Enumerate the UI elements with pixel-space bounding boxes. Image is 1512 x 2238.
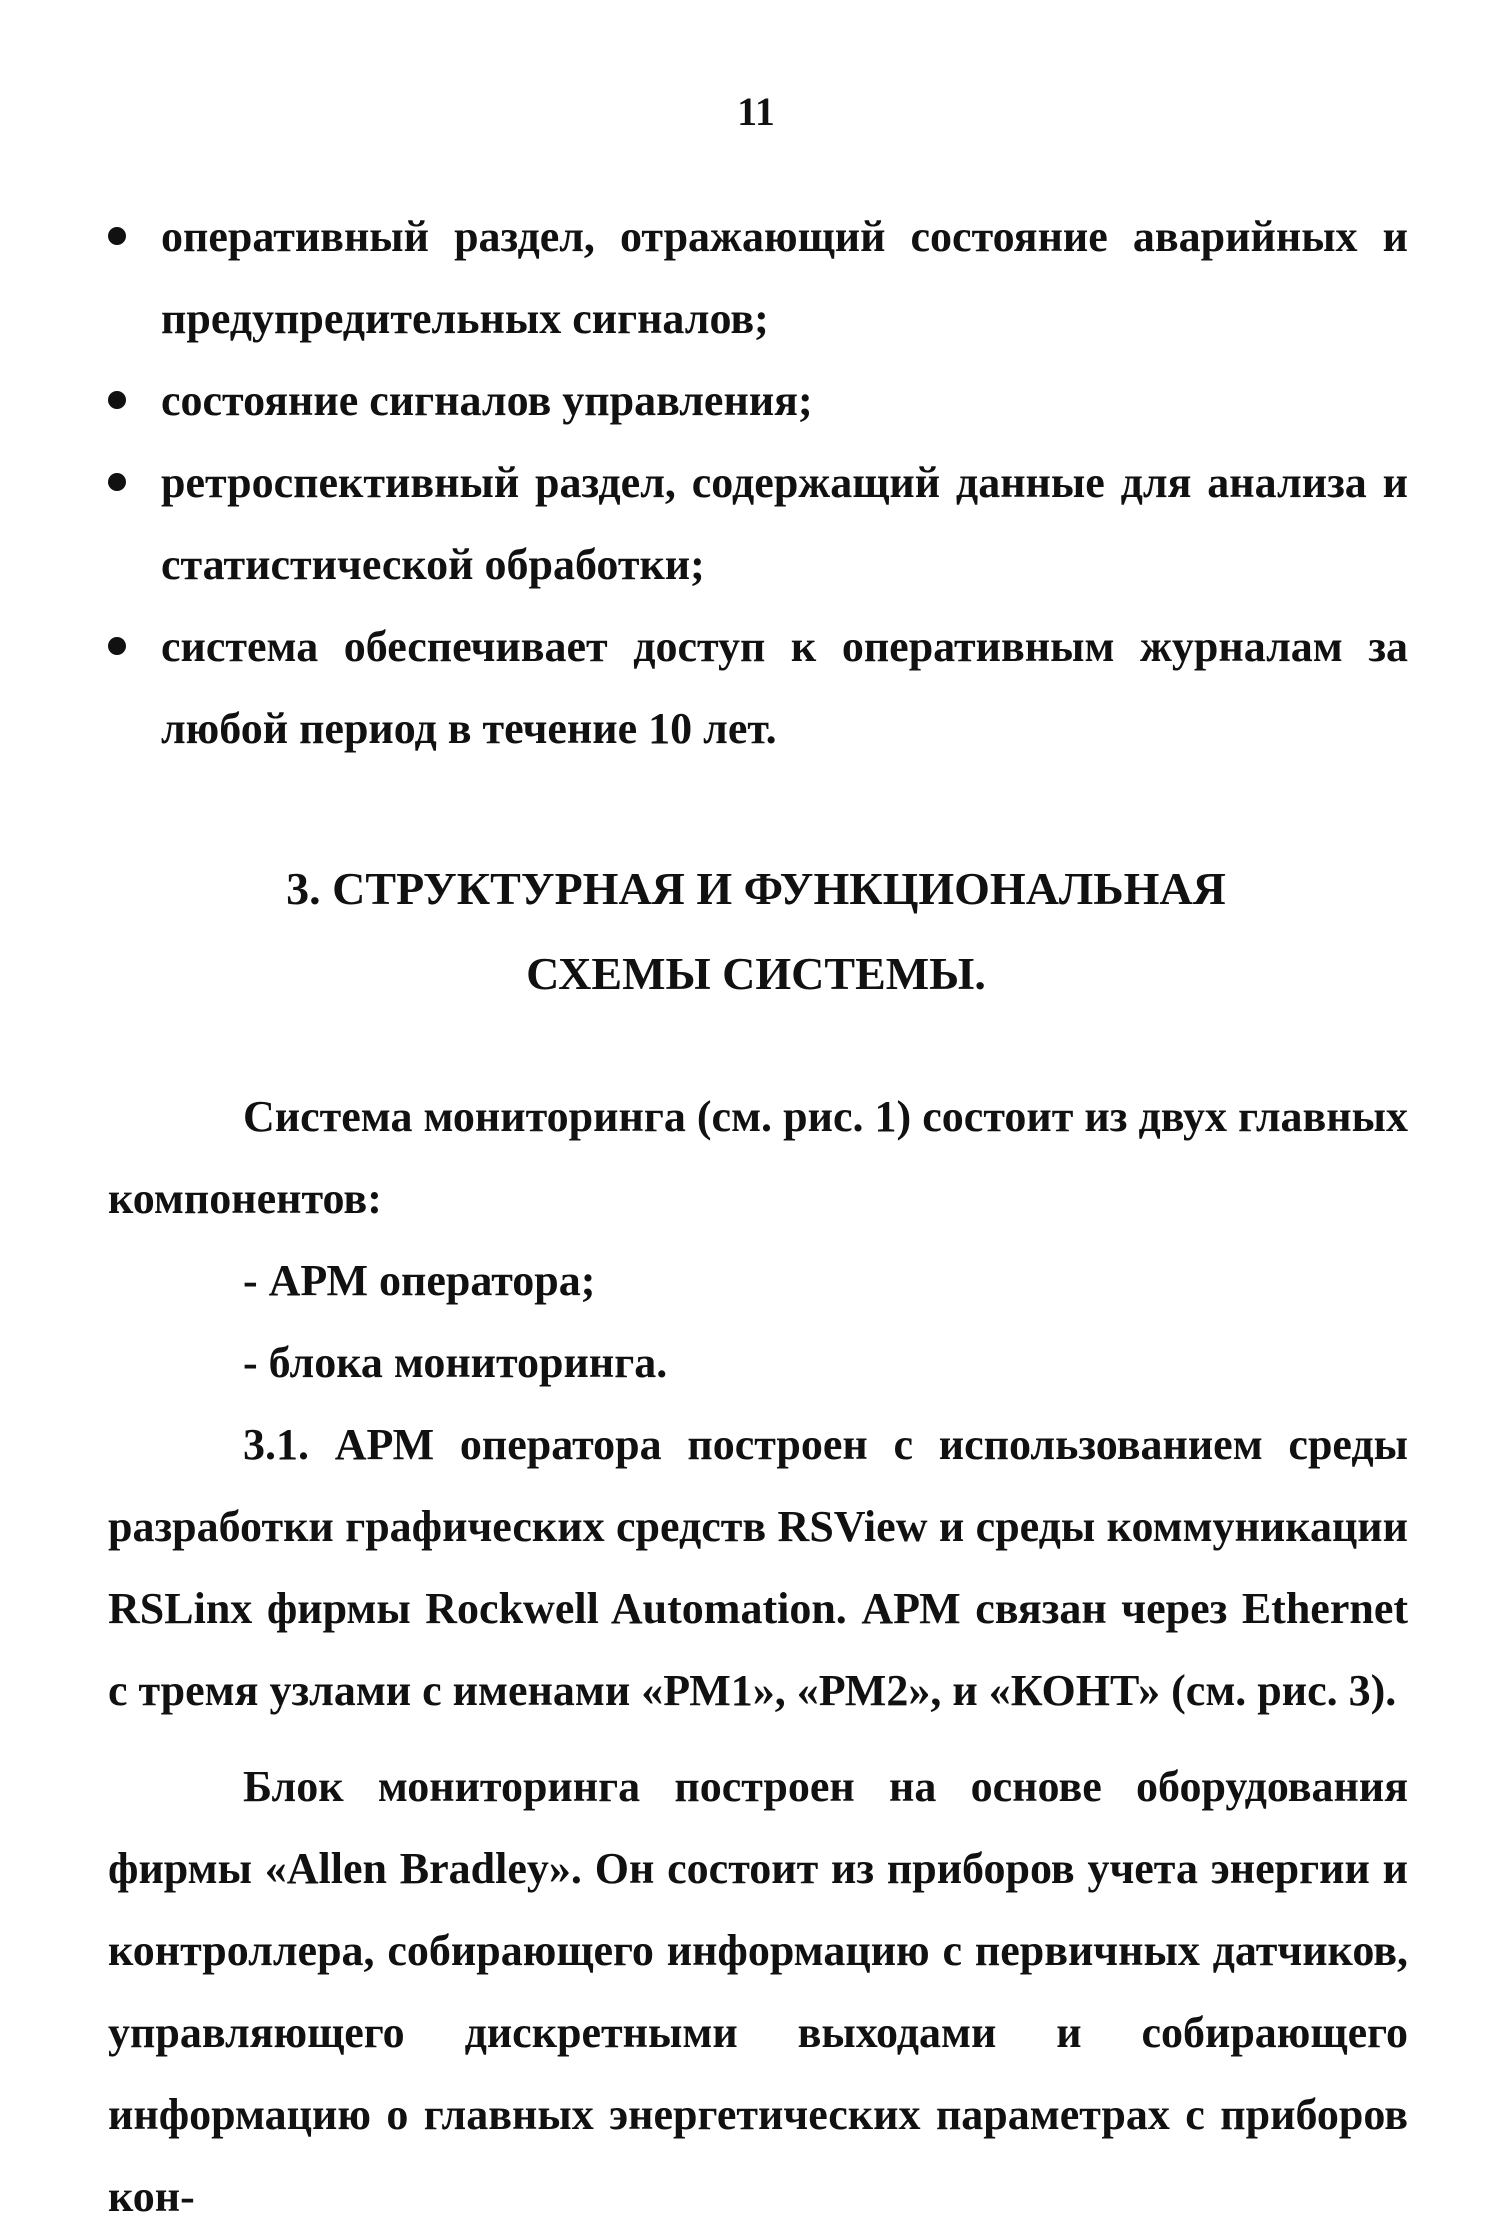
page-number: 11 [737,89,775,134]
component-item: - АРМ оператора; [243,1256,596,1305]
bullet-text: система обеспечивает доступ к оперативным журналам за любой период в течение 10 лет. [161,622,1408,753]
section-heading [0,846,1512,1016]
bullet-text: оперативный раздел, отражающий состояние аварийных и предупредительных сигналов; [161,212,1408,343]
bullet-list [108,196,1408,770]
paragraph-monitoring-block: Блок мониторинга построен на основе оборудования фирмы «Allen Bradley». Он состоит из приборов учета энергии и контроллера, собирающего информацию с первичных датчиков, управляющего дискретными выходами и собирающего информацию о главных энергетических параметрах с приборов кон- [108,1762,1408,2221]
bullet-text: состояние сигналов управления; [161,376,813,425]
bullet-item [108,442,1408,606]
body-text [108,1076,1408,2238]
bullet-item [108,196,1408,360]
bullet-item [108,360,1408,442]
section-heading-line1: 3. СТРУКТУРНАЯ И ФУНКЦИОНАЛЬНАЯ [286,863,1226,914]
intro-paragraph: Система мониторинга (см. рис. 1) состоит из двух главных компонентов: [108,1092,1408,1223]
bullet-dot-icon [108,637,126,655]
paragraph-3-1: 3.1. АРМ оператора построен с использованием среды разработки графических средств RSView и среды коммуникации RSLinx фирмы Rockwell Automation. АРМ связан через Ethernet с тремя узлами с именами «РМ1», «РМ2», и «КОНТ» (см. рис. 3). [108,1420,1408,1715]
bullet-text: ретроспективный раздел, содержащий данные для анализа и статистической обработки; [161,458,1408,589]
bullet-dot-icon [108,391,126,409]
bullet-dot-icon [108,227,126,245]
section-heading-line2: СХЕМЫ СИСТЕМЫ. [526,948,986,999]
component-item: - блока мониторинга. [243,1338,668,1387]
bullet-item [108,606,1408,770]
bullet-dot-icon [108,473,126,491]
